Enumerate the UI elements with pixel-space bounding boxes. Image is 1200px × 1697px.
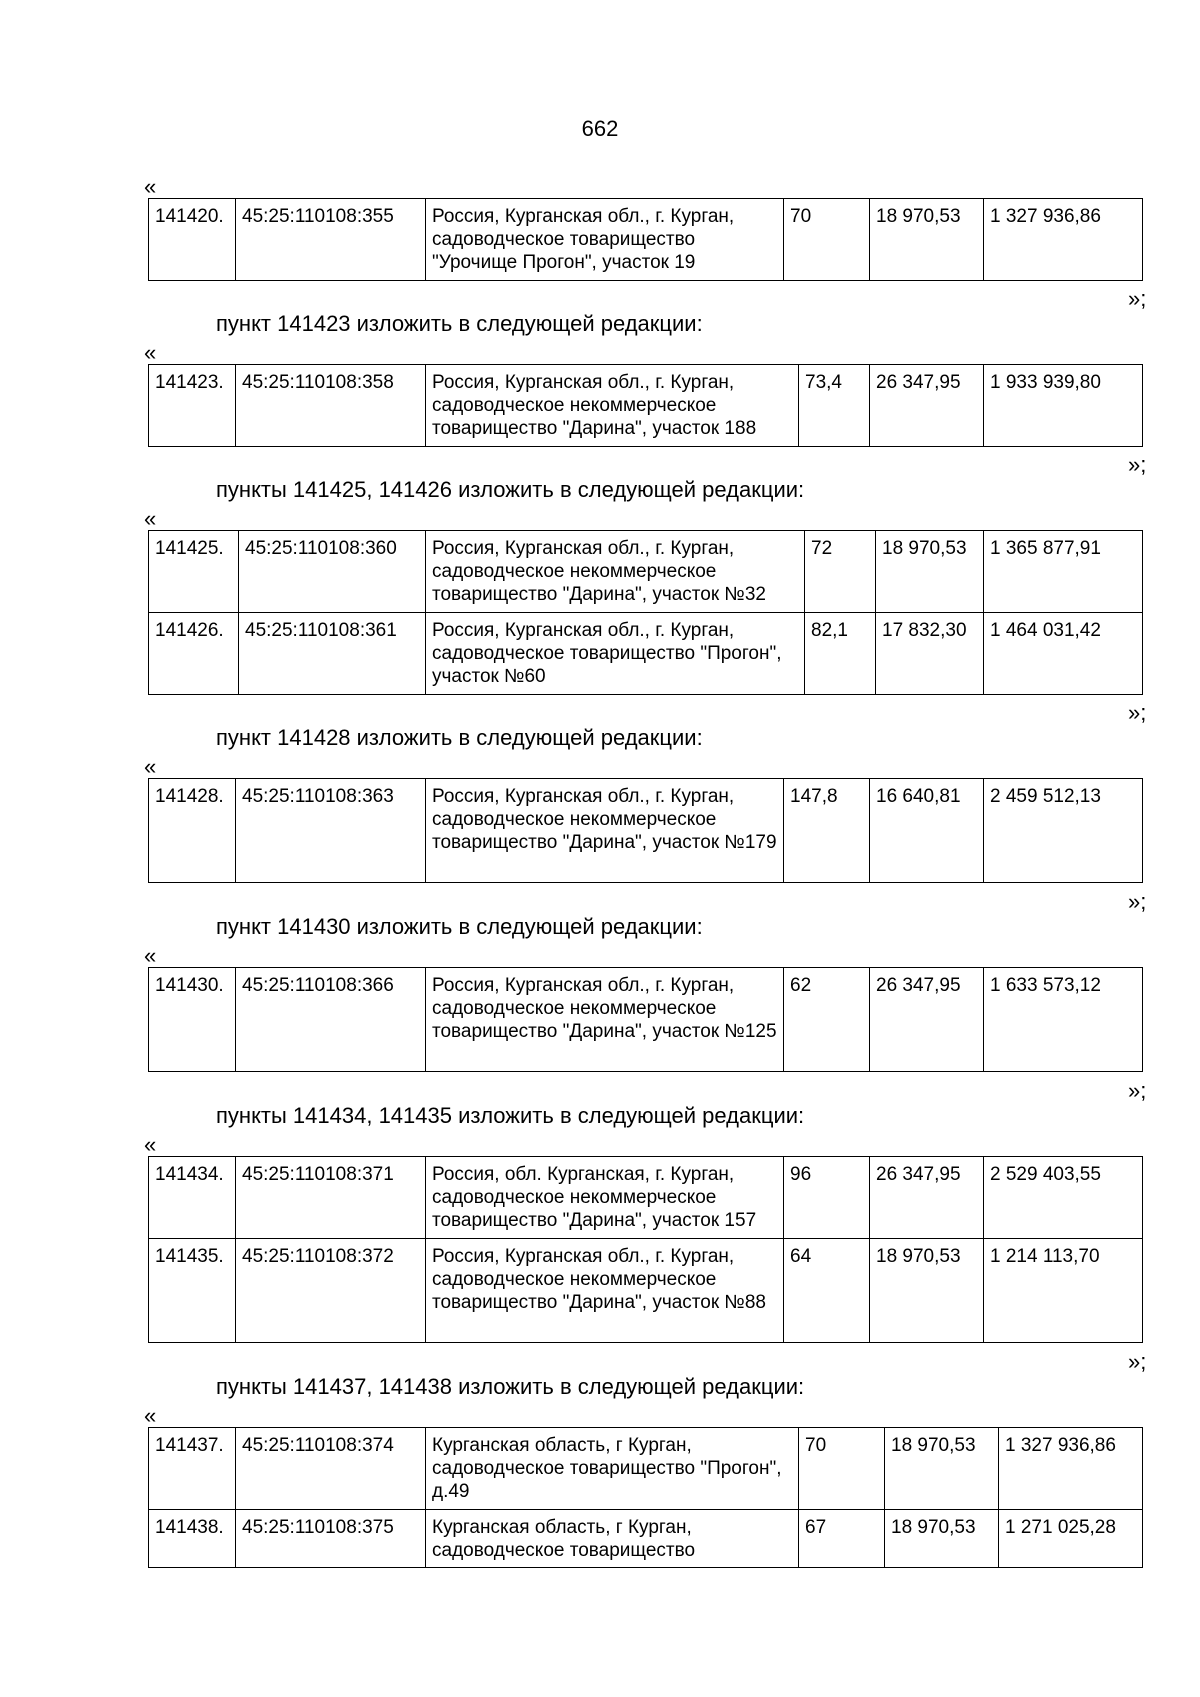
cell-price: 18 970,53 <box>876 531 984 613</box>
cell-number: 141425. <box>149 531 239 613</box>
open-quote: « <box>144 174 157 199</box>
table-row <box>149 1428 1143 1510</box>
cell-cadastral: 45:25:110108:358 <box>236 365 426 447</box>
cell-address: Россия, Курганская обл., г. Курган, садоводческое товарищество "Прогон", участок №60 <box>426 613 805 695</box>
table-block-141420 <box>148 198 1143 281</box>
cell-address: Россия, Курганская обл., г. Курган, садоводческое некоммерческое товарищество "Дарина", участок №32 <box>426 531 805 613</box>
section-heading: пункты 141437, 141438 изложить в следующей редакции: <box>216 1374 805 1399</box>
table-row <box>149 531 1143 613</box>
table-block-141428 <box>148 778 1143 883</box>
cell-cadastral: 45:25:110108:371 <box>236 1157 426 1239</box>
cell-area: 82,1 <box>805 613 876 695</box>
close-quote: »; <box>1128 452 1147 477</box>
cell-total: 1 933 939,80 <box>984 365 1143 447</box>
cell-price: 26 347,95 <box>870 968 984 1072</box>
cell-price: 18 970,53 <box>870 1239 984 1343</box>
cell-area: 70 <box>799 1428 885 1510</box>
cell-address: Курганская область, г Курган, садоводческое товарищество <box>426 1510 799 1568</box>
table-block-141434 <box>148 1156 1143 1343</box>
table-row <box>149 1157 1143 1239</box>
cell-address: Россия, Курганская обл., г. Курган, садоводческое некоммерческое товарищество "Дарина", участок 188 <box>426 365 799 447</box>
cell-address: Россия, Курганская обл., г. Курган, садоводческое некоммерческое товарищество "Дарина", участок №179 <box>426 779 784 883</box>
table-row <box>149 365 1143 447</box>
cell-number: 141420. <box>149 199 236 281</box>
page-number: 662 <box>581 116 619 141</box>
cell-cadastral: 45:25:110108:372 <box>236 1239 426 1343</box>
cell-cadastral: 45:25:110108:363 <box>236 779 426 883</box>
cell-area: 147,8 <box>784 779 870 883</box>
table-row <box>149 779 1143 883</box>
cell-total: 1 271 025,28 <box>999 1510 1143 1568</box>
close-quote: »; <box>1128 700 1147 725</box>
cell-total: 1 365 877,91 <box>984 531 1143 613</box>
cell-cadastral: 45:25:110108:361 <box>239 613 426 695</box>
table-block-141425 <box>148 530 1143 695</box>
close-quote: »; <box>1128 889 1147 914</box>
cell-number: 141434. <box>149 1157 236 1239</box>
cell-total: 1 633 573,12 <box>984 968 1143 1072</box>
cell-total: 2 529 403,55 <box>984 1157 1143 1239</box>
cell-number: 141437. <box>149 1428 236 1510</box>
cell-price: 26 347,95 <box>870 365 984 447</box>
close-quote: »; <box>1128 286 1147 311</box>
table-row <box>149 1239 1143 1343</box>
cell-area: 62 <box>784 968 870 1072</box>
cell-area: 73,4 <box>799 365 870 447</box>
cell-cadastral: 45:25:110108:366 <box>236 968 426 1072</box>
close-quote: »; <box>1128 1078 1147 1103</box>
open-quote: « <box>144 506 157 531</box>
table-row <box>149 1510 1143 1568</box>
cell-number: 141435. <box>149 1239 236 1343</box>
cell-cadastral: 45:25:110108:360 <box>239 531 426 613</box>
table-row <box>149 199 1143 281</box>
cell-cadastral: 45:25:110108:375 <box>236 1510 426 1568</box>
cell-number: 141428. <box>149 779 236 883</box>
cell-price: 16 640,81 <box>870 779 984 883</box>
cell-price: 18 970,53 <box>870 199 984 281</box>
table-block-141423 <box>148 364 1143 447</box>
cell-address: Россия, обл. Курганская, г. Курган, садоводческое некоммерческое товарищество "Дарина", участок 157 <box>426 1157 784 1239</box>
table-row <box>149 968 1143 1072</box>
section-heading: пункт 141428 изложить в следующей редакции: <box>216 725 703 750</box>
cell-total: 1 214 113,70 <box>984 1239 1143 1343</box>
cell-area: 72 <box>805 531 876 613</box>
cell-address: Россия, Курганская обл., г. Курган, садоводческое некоммерческое товарищество "Дарина", участок №88 <box>426 1239 784 1343</box>
cell-number: 141426. <box>149 613 239 695</box>
cell-address: Россия, Курганская обл., г. Курган, садоводческое некоммерческое товарищество "Дарина", участок №125 <box>426 968 784 1072</box>
table-row <box>149 613 1143 695</box>
close-quote: »; <box>1128 1349 1147 1374</box>
table-block-141430 <box>148 967 1143 1072</box>
cell-address: Курганская область, г Курган, садоводческое товарищество "Прогон", д.49 <box>426 1428 799 1510</box>
open-quote: « <box>144 1403 157 1428</box>
section-heading: пункт 141423 изложить в следующей редакции: <box>216 311 703 336</box>
open-quote: « <box>144 1132 157 1157</box>
cell-total: 1 464 031,42 <box>984 613 1143 695</box>
cell-total: 2 459 512,13 <box>984 779 1143 883</box>
section-heading: пункты 141425, 141426 изложить в следующей редакции: <box>216 477 805 502</box>
cell-area: 64 <box>784 1239 870 1343</box>
open-quote: « <box>144 340 157 365</box>
cell-price: 26 347,95 <box>870 1157 984 1239</box>
cell-address: Россия, Курганская обл., г. Курган, садоводческое товарищество "Урочище Прогон", участок 19 <box>426 199 784 281</box>
cell-price: 18 970,53 <box>885 1428 999 1510</box>
cell-cadastral: 45:25:110108:355 <box>236 199 426 281</box>
cell-total: 1 327 936,86 <box>984 199 1143 281</box>
cell-price: 18 970,53 <box>885 1510 999 1568</box>
cell-area: 96 <box>784 1157 870 1239</box>
section-heading: пункты 141434, 141435 изложить в следующей редакции: <box>216 1103 805 1128</box>
open-quote: « <box>144 754 157 779</box>
cell-area: 70 <box>784 199 870 281</box>
table-block-141437 <box>148 1427 1143 1568</box>
cell-cadastral: 45:25:110108:374 <box>236 1428 426 1510</box>
cell-price: 17 832,30 <box>876 613 984 695</box>
cell-number: 141430. <box>149 968 236 1072</box>
open-quote: « <box>144 943 157 968</box>
cell-number: 141423. <box>149 365 236 447</box>
cell-area: 67 <box>799 1510 885 1568</box>
cell-total: 1 327 936,86 <box>999 1428 1143 1510</box>
cell-number: 141438. <box>149 1510 236 1568</box>
section-heading: пункт 141430 изложить в следующей редакции: <box>216 914 703 939</box>
